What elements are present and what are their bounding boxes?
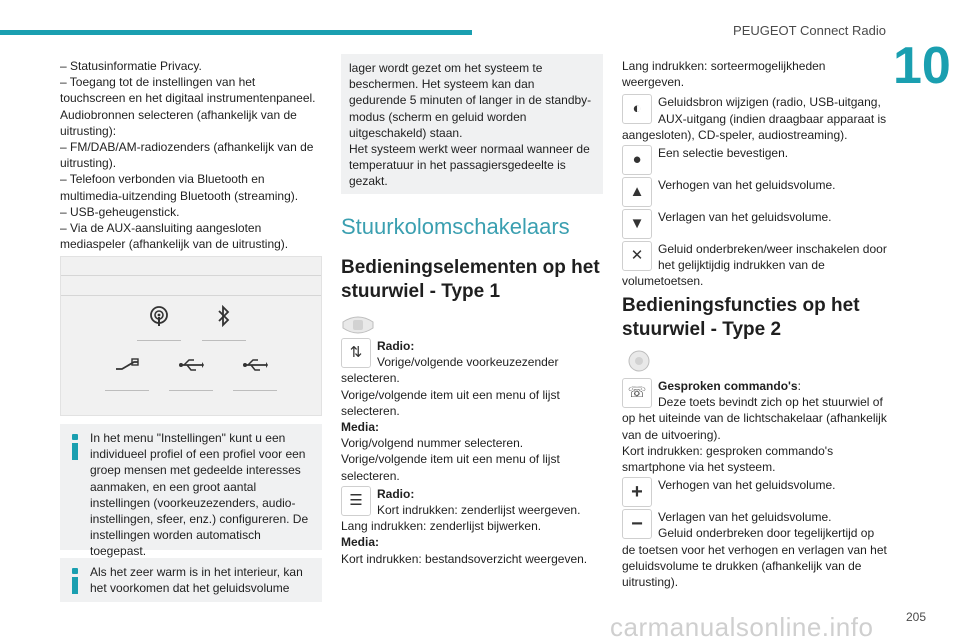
subsection-title: Bedieningselementen op het stuurwiel - Type 1 — [341, 257, 600, 302]
list-item — [622, 145, 890, 175]
list-button-icon: ☰ — [341, 486, 371, 516]
confirm-button-icon: ● — [622, 145, 652, 175]
item-label: Gesproken commando's — [658, 379, 798, 393]
item-text: Een selectie bevestigen. — [658, 146, 789, 161]
item-text: Verhogen van het geluidsvolume. — [658, 178, 836, 193]
item-text: Geluidsbron wijzigen (radio, USB-uitgang, AUX-uitgang (indien draagbaar apparaat is aangesloten), CD-speler, audiostreaming). — [622, 95, 887, 142]
item-text: Vorige/volgende voorkeuzezender selecteren. — [341, 355, 559, 386]
info-icon — [72, 434, 78, 460]
text-line: Lang indrukken: sorteermogelijkheden weergeven. — [622, 59, 826, 90]
info-icon — [72, 568, 78, 594]
list-item — [622, 209, 890, 239]
column-3 — [622, 58, 890, 292]
item-text: Kort indrukken: zenderlijst weergeven. — [377, 503, 581, 518]
list-item — [622, 477, 890, 507]
item-text: Lang indrukken: zenderlijst bijwerken. — [341, 519, 542, 534]
item-text: Vorige/volgende item uit een menu of lijst selecteren. — [341, 452, 560, 483]
aux-cable-icon — [109, 355, 145, 385]
figure-divider — [61, 295, 321, 296]
header-title: PEUGEOT Connect Radio — [733, 23, 886, 38]
item-label: Media: — [341, 535, 380, 550]
voice-command-icon: ☏ — [622, 378, 652, 408]
text-line: – Toegang tot de instellingen van het touchscreen en het digitaal instrumentenpaneel. — [60, 75, 316, 106]
volume-down-button-icon: ▼ — [622, 209, 652, 239]
item-text: Verlagen van het geluidsvolume. — [658, 210, 832, 225]
item-text: Kort indrukken: gesproken commando's smartphone via het systeem. — [622, 443, 834, 475]
subsection-title: Bedieningsfuncties op het stuurwiel - Type 2 — [622, 295, 860, 340]
info-text: In het menu "Instellingen" kunt u een individueel profiel of een profiel voor een groep mensen met gedeelde interesses aanmaken, en een groot aantal instellingen (voorkeuzezenders, audio-instellingen, sfeer, enz.) configureren. De instellingen worden automatisch toegepast. — [90, 431, 309, 559]
item-text: Vorig/volgend nummer selecteren. — [341, 436, 524, 451]
bluetooth-icon — [206, 305, 242, 335]
text-line: – Statusinformatie Privacy. — [60, 59, 202, 73]
item-label: Radio: — [377, 339, 415, 353]
list-item — [341, 486, 603, 567]
item-text: Geluid onderbreken/weer inschakelen door het gelijktijdig indrukken van de volumetoetsen. — [622, 242, 887, 289]
podcast-icon — [141, 305, 177, 335]
item-text: Kort indrukken: bestandsoverzicht weergeven. — [341, 551, 588, 566]
item-text: Deze toets bevindt zich op het stuurwiel of op het uiteinde van de lichtschakelaar (afhankelijk van de uitvoering). — [622, 395, 887, 442]
column-1 — [60, 58, 322, 252]
info-box-temperature — [60, 558, 322, 602]
item-text: Geluid onderbreken door tegelijkertijd op de toetsen voor het verhogen en verlagen van het geluidsvolume te drukken (afhankelijk van de uitrusting). — [622, 526, 887, 590]
list-item — [622, 177, 890, 207]
item-label: Media: — [341, 420, 380, 435]
mute-button-icon: ✕ — [622, 241, 652, 271]
info-text: lager wordt gezet om het systeem te beschermen. Het systeem kan dan gedurende 5 minuten of langer in de standby-modus (scherm en geluid worden uitgeschakeld) staan. — [349, 61, 592, 140]
item-text: Vorige/volgende item uit een menu of lijst selecteren. — [341, 387, 560, 418]
minus-icon: − — [622, 509, 652, 539]
chapter-number: 10 — [893, 37, 951, 95]
figure-divider — [61, 275, 321, 276]
volume-up-button-icon: ▲ — [622, 177, 652, 207]
section-title: Stuurkolomschakelaars — [341, 214, 570, 239]
text-line: – USB-geheugenstick. — [60, 204, 180, 219]
watermark: carmanualsonline.info — [610, 612, 874, 642]
list-item: ☏ Gesproken commando's: Deze toets bevindt zich op het stuurwiel of op het uiteinde van de lichtschakelaar (afhankelijk van de uitvoering). Kort indrukken: gesproken commando's smartphone via het systeem. — [622, 379, 887, 475]
list-item — [622, 509, 890, 590]
type2-controls — [622, 378, 890, 592]
usb-icon — [173, 355, 209, 385]
text-line: – FM/DAB/AM-radiozenders (afhankelijk van de uitrusting). — [60, 140, 314, 171]
page-number: 205 — [906, 610, 927, 624]
list-item — [622, 241, 890, 290]
item-text: Verlagen van het geluidsvolume. — [658, 510, 832, 525]
seek-buttons-icon: ⇅ — [341, 338, 371, 368]
plus-icon: + — [622, 477, 652, 507]
type1-controls — [341, 338, 603, 569]
info-text: Het systeem werkt weer normaal wanneer de temperatuur in het passagiersgedeelte is gezakt. — [349, 142, 590, 189]
item-label: Radio: — [377, 486, 415, 501]
usb-icon — [237, 355, 273, 385]
text-line: – Telefoon verbonden via Bluetooth en multimedia-uitzending Bluetooth (streaming). — [60, 172, 299, 203]
list-item — [341, 338, 603, 484]
source-button-icon: ◐ — [622, 94, 652, 124]
list-item — [622, 94, 890, 143]
info-box-settings — [60, 424, 322, 559]
steering-wheel-icon — [622, 350, 656, 372]
audio-source-figure — [60, 256, 322, 416]
text-line: – Via de AUX-aansluiting aangesloten mediaspeler (afhankelijk van de uitrusting). — [60, 221, 289, 252]
header-accent-bar — [0, 30, 472, 35]
info-text: Als het zeer warm is in het interieur, kan het voorkomen dat het geluidsvolume — [90, 565, 303, 596]
steering-wheel-icon — [341, 314, 375, 336]
info-box-temperature-continued — [341, 54, 603, 194]
text-line: Audiobronnen selecteren (afhankelijk van de uitrusting): — [60, 107, 297, 138]
item-text: Verhogen van het geluidsvolume. — [658, 478, 836, 493]
